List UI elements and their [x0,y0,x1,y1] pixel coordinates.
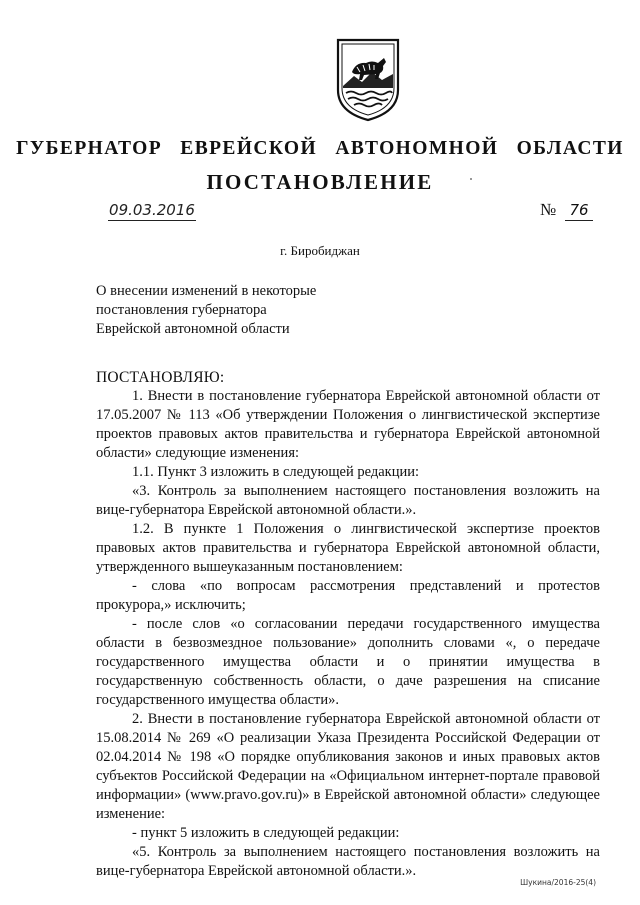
subject-line: Еврейской автономной области [96,321,290,337]
paragraph: - слова «по вопросам рассмотрения представлений и протестов прокурора,» исключить; [96,578,600,613]
number-label: № [540,200,557,219]
city: г. Биробиджан [280,243,360,258]
org-title: ГУБЕРНАТОР ЕВРЕЙСКОЙ АВТОНОМНОЙ ОБЛАСТИ [16,138,624,159]
paragraph: «5. Контроль за выполнением настоящего постановления возложить на вице-губернатора Еврейской автономной области.». [96,844,600,879]
document-date: 09.03.2016 [109,201,195,219]
coat-of-arms-icon [334,38,402,122]
document-body [96,368,600,881]
paragraph: 2. Внести в постановление губернатора Еврейской автономной области от 15.08.2014 № 269 «О реализации Указа Президента Российской Федерации от 02.04.2014 № 198 «О порядке опубликования законов и иных правовых актов субъектов Российской Федерации на «Официальном интернет-портале правовой информации» (www.pravo.gov.ru)» в Еврейской автономной области» следующее изменение: [96,711,600,822]
paragraph: 1. Внести в постановление губернатора Еврейской автономной области от 17.05.2007 № 113 «Об утверждении Положения о лингвистической экспертизе проектов правовых актов правительства и губернатора Еврейской автономной области» следующие изменения: [96,388,600,461]
paragraph: - пункт 5 изложить в следующей редакции: [132,825,400,841]
file-reference: Шукина/2016-25(4) [520,878,596,887]
subject-heading [96,282,316,339]
resolve-heading: ПОСТАНОВЛЯЮ: [96,369,225,386]
document-number: 76 [565,200,593,221]
paragraph: «3. Контроль за выполнением настоящего постановления возложить на вице-губернатора Еврейской автономной области.». [96,483,600,518]
scan-speck [470,178,472,180]
document-type: ПОСТАНОВЛЕНИЕ [206,170,434,194]
subject-line: О внесении изменений в некоторые [96,283,317,299]
paragraph: 1.1. Пункт 3 изложить в следующей редакции: [132,464,420,480]
paragraph: 1.2. В пункте 1 Положения о лингвистической экспертизе проектов правовых актов правительства и губернатора Еврейской автономной области, утвержденного вышеуказанным постановлением: [96,521,600,575]
paragraph: - после слов «о согласовании передачи государственного имущества области в безвозмездное пользование» дополнить словами «, о передаче государственного имущества области и о принятии имущества в государственную собственность области, о даче разрешения на списание государственного имущества области». [96,616,600,708]
subject-line: постановления губернатора [96,302,267,318]
